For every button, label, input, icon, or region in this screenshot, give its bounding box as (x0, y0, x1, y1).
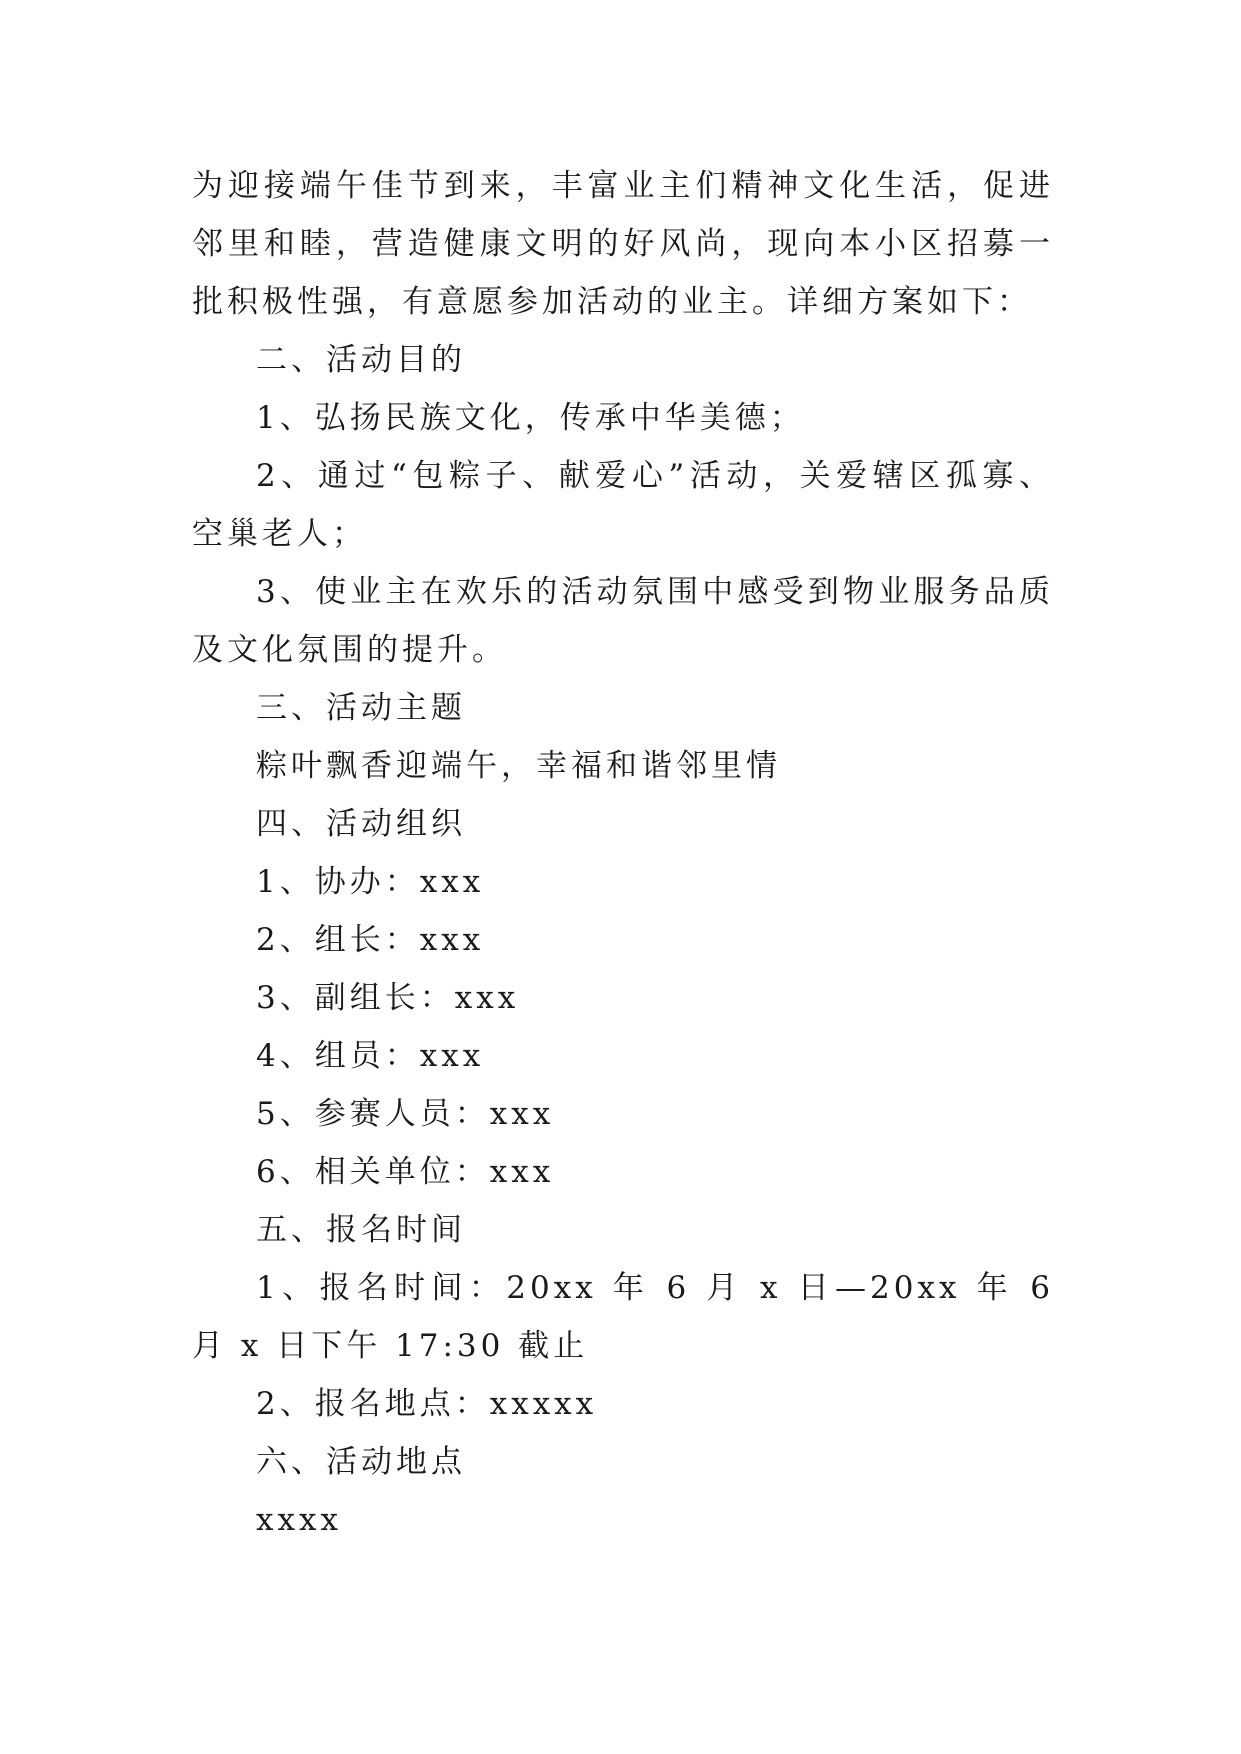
document-body (192, 157, 1054, 1549)
purpose-item-1: 1、弘扬民族文化，传承中华美德； (256, 400, 805, 436)
organization-item-3: 3、副组长：xxx (256, 980, 520, 1016)
organization-item-1: 1、协办：xxx (256, 864, 485, 900)
organization-item-6: 6、相关单位：xxx (256, 1154, 555, 1190)
organization-item-5: 5、参赛人员：xxx (256, 1096, 555, 1132)
organization-item-4: 4、组员：xxx (256, 1038, 485, 1074)
theme-text: 粽叶飘香迎端午，幸福和谐邻里情 (256, 748, 781, 784)
section-heading-organization: 四、活动组织 (256, 806, 466, 842)
intro-paragraph: 为迎接端午佳节到来，丰富业主们精神文化生活，促进邻里和睦，营造健康文明的好风尚，现向本小区招募一批积极性强，有意愿参加活动的业主。详细方案如下： (192, 168, 1054, 320)
section-heading-location: 六、活动地点 (256, 1444, 466, 1480)
registration-item-2: 2、报名地点：xxxxx (256, 1386, 598, 1422)
purpose-item-3: 3、使业主在欢乐的活动氛围中感受到物业服务品质及文化氛围的提升。 (192, 574, 1054, 668)
organization-item-2: 2、组长：xxx (256, 922, 485, 958)
section-heading-theme: 三、活动主题 (256, 690, 466, 726)
section-heading-registration: 五、报名时间 (256, 1212, 466, 1248)
location-text: xxxx (256, 1502, 342, 1538)
purpose-item-2: 2、通过“包粽子、献爱心”活动，关爱辖区孤寡、空巢老人； (192, 458, 1054, 552)
section-heading-purpose: 二、活动目的 (256, 342, 466, 378)
registration-item-1: 1、报名时间：20xx 年 6 月 x 日—20xx 年 6 月 x 日下午 17:30 截止 (192, 1270, 1054, 1364)
